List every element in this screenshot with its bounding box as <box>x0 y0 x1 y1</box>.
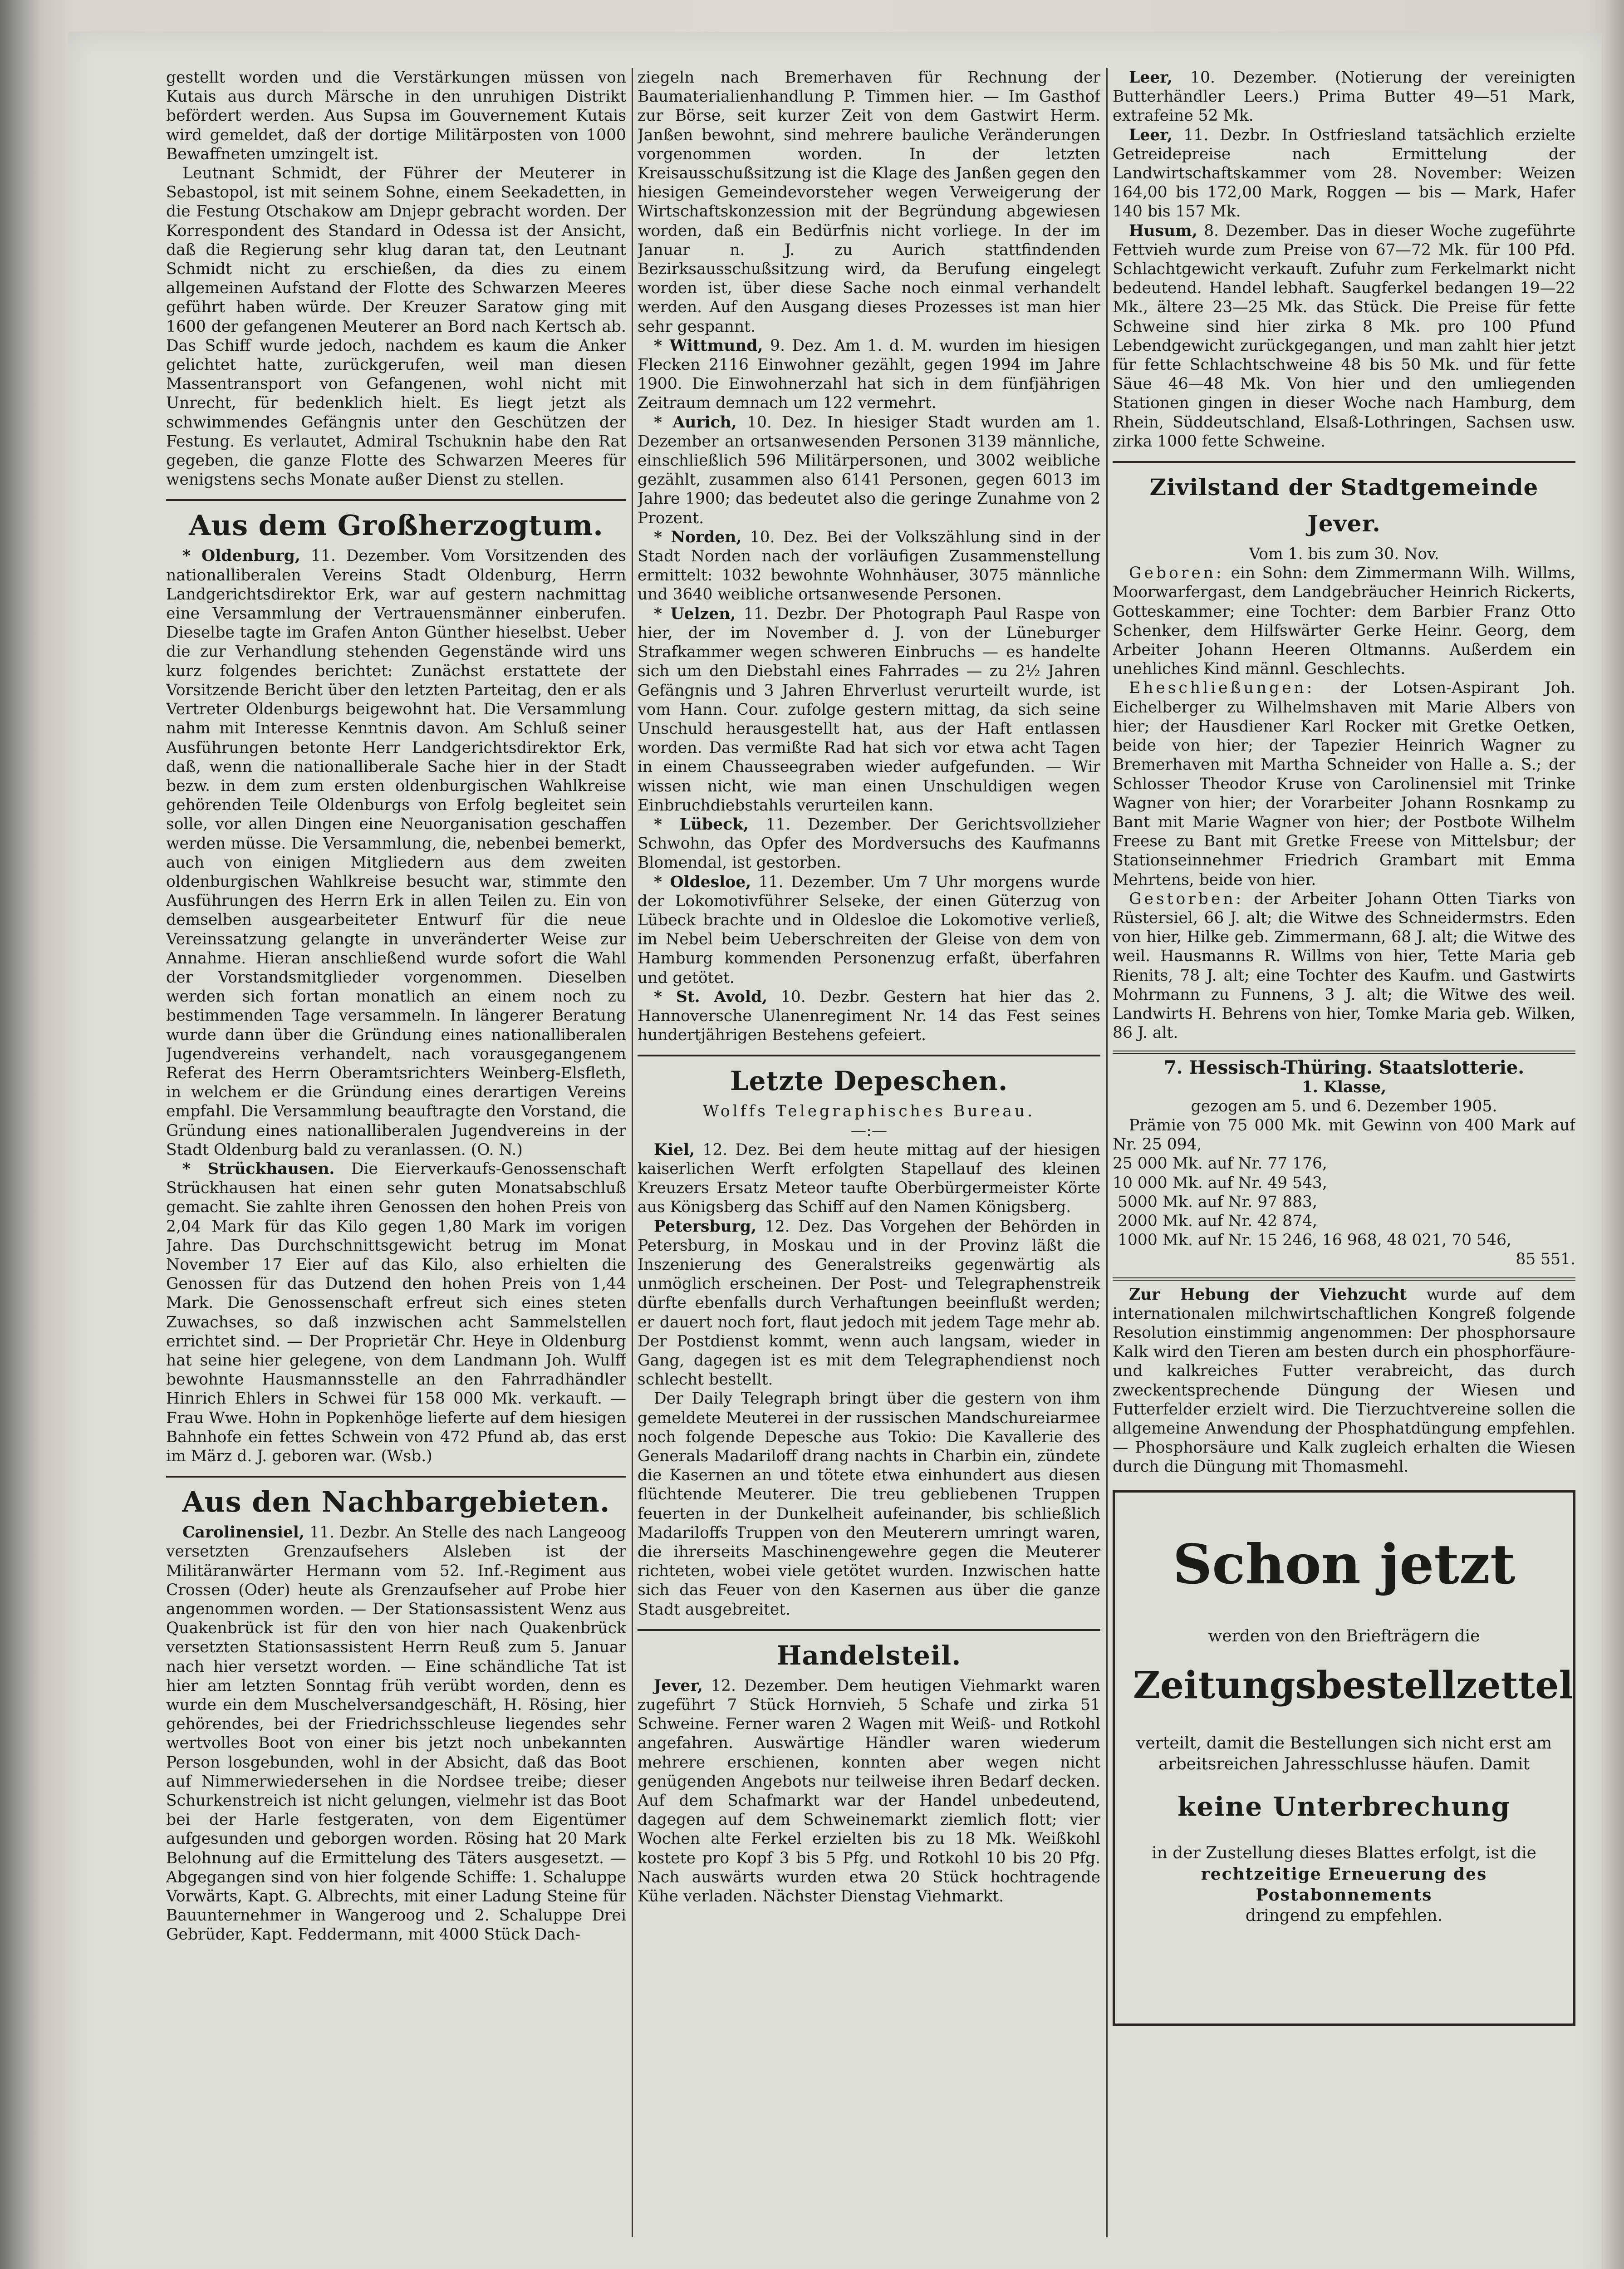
dateline: * Aurich, <box>654 413 737 432</box>
article-text: gestellt worden und die Verstärkungen müssen von Kutais aus durch Märsche in den unruhigen Distrikt befördert werden. Aus Supsa im Gouvernement Kutais wird gemeldet, daß der dortige Militärposten von 1000 Bewaffneten umzingelt ist. <box>166 69 626 163</box>
news-text: 10. Dezbr. Gestern hat hier das 2. Hannoversche Ulanenregiment Nr. 14 das Fest seines hundertjährigen Bestehens gefeiert. <box>638 987 1100 1045</box>
news-item <box>638 604 1100 815</box>
advertisement-box <box>1113 1490 1575 2026</box>
registry-label: Geboren: <box>1129 564 1224 583</box>
dateline: * Norden, <box>654 528 742 546</box>
news-item <box>1113 221 1575 451</box>
lottery-row: 2000 Mk. auf Nr. 42 874, <box>1113 1212 1317 1230</box>
lottery-class: 1. Klasse, <box>1301 1078 1387 1096</box>
news-item <box>166 1523 626 1944</box>
news-text: 11. Dezbr. Der Photograph Paul Raspe von hier, der im November d. J. von der Lüneburger Strafkammer wegen schweren Einbruchs — es handelte sich um den Diebstahl eines Fahrrades — zu 2½ Jahren Gefängnis und 3 Jahren Ehrverlust verurteilt wurde, ist vom Hann. Cour. zufolge gestern mittag, da sich seine Unschuld herausgestellt hat, aus der Haft entlassen worden. Das vermißte Rad hat sich vor etwa acht Tagen in einem Chausseegraben wieder aufgefunden. — Wir wissen nicht, wie man einen Unschuldigen wegen Einbruchdiebstahls verurteilen kann. <box>638 604 1100 815</box>
dateline: Carolinensiel, <box>182 1523 304 1542</box>
dateline: * Oldesloe, <box>654 873 751 891</box>
news-text: 10. Dezember. (Notierung der vereinigten Butterhändler Leers.) Prima Butter 49—51 Mark, extrafeine 52 Mk. <box>1113 69 1575 125</box>
news-item <box>638 1140 1100 1217</box>
registry-text: der Lotsen-Aspirant Joh. Eichelberger zu Wilhelmshaven mit Marie Albers von hier; der Hausdiener Karl Rocker mit Gretke Oetken, beide von hier; der Tapezier Heinrich Wagner zu Bremerhaven mit Martha Schneider von Halle a. S.; der Schlosser Theodor Kruse von Carolinensiel mit Trinke Wagner von hier; der Vorarbeiter Johann Rosnkamp zu Bant mit Marie Wagner von hier; der Postbote Wilhelm Freese zu Bant mit Gretke Freese von Mittelsbur; der Stationseinnehmer Friedrich Grambart mit Emma Mehrtens, beide von hier. <box>1113 679 1575 889</box>
news-text: 8. Dezember. Das in dieser Woche zugeführte Fettvieh wurde zum Preise von 67—72 Mk. für 100 Pfd. Schlachtgewicht verkauft. Zufuhr zum Ferkelmarkt nicht bedeutend. Handel lebhaft. Saugferkel bedangen 19—22 Mk., ältere 23—25 Mk. das Stück. Die Preise für fette Schweine sind hier zirka 8 Mk. pro 100 Pfund Lebendgewicht zurückgegangen, und man zahlt hier jetzt für fette Schlachtschweine 48 bis 50 Mk. und für fette Säue 46—48 Mk. Von hier und den umliegenden Stationen gingen in dieser Woche nach Hamburg, dem Rhein, Süddeutschland, Elsaß-Lothringen, Sachsen usw. zirka 1000 fette Schweine. <box>1113 221 1575 451</box>
section-divider <box>166 499 626 501</box>
dateline: * Lübeck, <box>654 815 749 834</box>
news-item <box>638 413 1100 528</box>
dateline: * Uelzen, <box>654 604 736 623</box>
ad-text: in der Zustellung dieses Blattes erfolgt, ist die <box>1152 1843 1536 1862</box>
news-item <box>638 987 1100 1045</box>
registry-text: der Arbeiter Johann Otten Tiarks von Rüstersiel, 66 J. alt; die Witwe des Schneidermstrs. Eden von hier, Hilke geb. Zimmermann, 68 J. alt; die Witwe des weil. Hausmanns R. Willms von hier, Tette Maria geb Rienits, 78 J. alt; eine Tochter des Kaufm. und Gastwirts Mohrmann zu Funnens, 3 J. alt; die Witwe des weil. Landwirts H. Behrens von hier, Tomke Maria geb. Wilken, 86 J. alt. <box>1113 889 1575 1042</box>
news-item <box>638 1217 1100 1390</box>
news-text: 11. Dezbr. In Ostfriesland tatsächlich erzielte Getreidepreise nach Ermittelung der Landwirtschaftskammer vom 28. November: Weizen 164,00 bis 172,00 Mark, Roggen — bis — Mark, Hafer 140 bis 157 Mk. <box>1113 126 1575 221</box>
news-text: 11. Dezember. Vom Vorsitzenden des nationalliberalen Vereins Stadt Oldenburg, Herrn Landgerichtsdirektor Erk, war auf gestern nachmittag eine Versammlung der Vertrauensmänner einberufen. Dieselbe tagte im Grafen Anton Günther hieselbst. Ueber die zur Verhandlung stehenden Gegenstände wird uns kurz folgendes berichtet: Zunächst erstattete der Vorsitzende Bericht über den letzten Parteitag, den er als Vertreter Oldenburgs beigewohnt hat. Die Versammlung nahm mit Interesse Kenntnis davon. Am Schluß seiner Ausführungen betonte Herr Landgerichtsdirektor Erk, daß, wenn die nationalliberale Sache hier in der Stadt bezw. in dem zum ersten oldenburgischen Wahlkreise gehörenden Teile Oldenburgs von Erfolg begleitet sein solle, vor allen Dingen eine Neuorganisation geschaffen werden müsse. Die Versammlung, die, nebenbei bemerkt, auch von einigen Mitgliedern aus dem zweiten oldenburgischen Wahlkreise besucht war, stimmte den Ausführungen des Herrn Erk in allen Teilen zu. Ein von demselben ausgearbeiteter Entwurf für die neue Vereinssatzung gelangte in unveränderter Weise zur Annahme. Hieran anschließend wurde sofort die Wahl der Vorstandsmitglieder vorgenommen. Dieselben werden sich fortan monatlich an einem noch zu bestimmenden Tage versammeln. In längerer Beratung wurde dann über die Gründung eines nationalliberalen Jugendvereins verhandelt, nach vorausgegangenem Referat des Herrn Oberamtsrichters Weinberg-Elsfleth, in welchem er die Gründung eines derartigen Vereins empfahl. Die Versammlung beauftragte den Vorstand, die Gründung eines nationalliberalen Jugendvereins in der Stadt Oldenburg bald zu veranlassen. (O. N.) <box>166 547 626 1159</box>
news-item <box>638 873 1100 987</box>
news-item <box>638 336 1100 413</box>
lottery-prize: Prämie von 75 000 Mk. mit Gewinn von 400 Mark auf Nr. 25 094, <box>1113 1116 1575 1154</box>
column-rule <box>1106 68 1108 2237</box>
page-edge <box>1603 0 1624 2269</box>
dateline: * St. Avold, <box>654 987 768 1006</box>
news-text: 11. Dezember. Um 7 Uhr morgens wurde der Lokomotivführer Selseke, der einen Güterzug von Lübeck brachte und in Oldesloe die Lokomotive verließ, im Nebel beim Ueberschreiten der Gleise von dem von Hamburg kommenden Personenzug erfaßt, überfahren und getötet. <box>638 873 1100 987</box>
news-item <box>166 546 626 1159</box>
news-text: 11. Dezbr. An Stelle des nach Langeoog versetzten Grenzaufsehers Alsleben ist der Militäranwärter Hermann vom 52. Inf.-Regiment aus Crossen (Oder) heute als Grenzaufseher auf Probe hier angenommen worden. — Der Stationsassistent Wenz aus Quakenbrück ist für den von hier nach Quakenbrück versetzten Stationsassistent Herrn Reuß zum 5. Januar nach hier versetzt worden. — Eine schändliche Tat ist hier am letzten Sonntag früh verübt worden, denn es wurde ein dem Muschelversandgeschäft, H. Rösing, hier gehörendes, bei der Friedrichsschleuse liegendes sehr wertvolles Boot von einer bis jetzt noch unbekannten Person losgebunden, wohl in der Absicht, daß das Boot auf Nimmerwiedersehen in die Nordsee treibe; dieser Schurkenstreich ist nicht gelungen, vielmehr ist das Boot bei der Harle festgeraten, von dem Eigentümer aufgesunden und geborgen worden. Rösing hat 20 Mark Belohnung auf die Ermittelung des Täters ausgesetzt. — Abgegangen sind von hier folgende Schiffe: 1. Schaluppe Vorwärts, Kapt. G. Albrechts, mit einer Ladung Steine für Bauunternehmer in Wangeroog und 2. Schaluppe Drei Gebrüder, Kapt. Feddermann, mit 4000 Stück Dach- <box>166 1523 626 1944</box>
section-divider <box>1113 461 1575 463</box>
dateline: Husum, <box>1129 221 1197 240</box>
section-heading: Zivilstand der Stadtgemeinde Jever. <box>1149 474 1539 537</box>
column-1 <box>166 68 626 2228</box>
article-text: Der Daily Telegraph bringt über die gestern von ihm gemeldete Meuterei in der russischen Mandschureiarmee noch folgende Depesche aus Tokio: Die Kavallerie des Generals Madariloff drang nachts in Charbin ein, zündete die Kasernen an und tötete etwa einhundert aus diesen flüchtende Meuterer. Die treu gebliebenen Truppen feuerten in der Dunkelheit aufeinander, bis schließlich Madariloffs Truppen von den Meuterern umringt waren, die ihrerseits Maschinengewehre gegen die Meuterer richteten, wobei viele getötet wurden. Inzwischen hatte sich das Feuer von den Kasernen aus über die ganze Stadt ausgebreitet. <box>638 1390 1100 1619</box>
ad-title: Zeitungsbestellzettel <box>1133 1663 1573 1707</box>
news-text: wurde auf dem internationalen milchwirtschaftlichen Kongreß folgende Resolution einstimmig angenommen: Der phosphorsaure Kalk wird den Tieren am besten durch ein phosphorfäure- und kalkreiches Futter verabreicht, das durch zweckentsprechende Düngung der Wiesen und Futterfelder erzielt wird. Die Tierzuchtvereine sollen die allgemeine Anwendung der Phosphatdüngung empfehlen. — Phosphorsäure und Kalk zugleich erhalten die Wiesen durch die Düngung mit Thomasmehl. <box>1113 1285 1575 1476</box>
section-divider <box>166 1476 626 1478</box>
section-subheading: Vom 1. bis zum 30. Nov. <box>1249 545 1439 564</box>
news-text: 12. Dez. Das Vorgehen der Behörden in Petersburg, in Moskau und in der Provinz läßt die Inszenierung des Generalstreiks gegenwärtig als unmöglich erscheinen. Der Post- und Telegraphenstreik dürfte ebenfalls durch Verhaftungen beeinflußt werden; er dauert noch fort, flaut jedoch mit jedem Tage mehr ab. Der Postdienst kommt, wenn auch langsam, wieder in Gang, dagegen ist es mit dem Telegraphendienst noch schlecht bestellt. <box>638 1217 1100 1389</box>
news-text: 10. Dez. In hiesiger Stadt wurden am 1. Dezember an ortsanwesenden Personen 3139 männliche, einschließlich 596 Militärpersonen, und 3002 weibliche gezählt, zusammen also 6141 Personen, gegen 6013 im Jahre 1900; das bedeutet also die geringe Zunahme von 2 Prozent. <box>638 413 1100 527</box>
dateline: Petersburg, <box>654 1217 756 1236</box>
news-item <box>638 528 1100 604</box>
dateline: Zur Hebung der Viehzucht <box>1129 1285 1407 1304</box>
dateline: Leer, <box>1129 126 1173 144</box>
section-subheading: Wolffs Telegraphisches Bureau. <box>702 1102 1035 1121</box>
lottery-row: 10 000 Mk. auf Nr. 49 543, <box>1113 1174 1327 1192</box>
news-text: 10. Dez. Bei der Volkszählung sind in der Stadt Norden nach der vorläufigen Zusammenstellung ermittelt: 1032 bewohnte Wohnhäuser, 3075 männliche und 3640 weibliche ortsanwesende Personen. <box>638 528 1100 604</box>
dateline: * Wittmund, <box>654 336 763 355</box>
registry-entry <box>1113 564 1575 678</box>
registry-label: Eheschließungen: <box>1129 679 1315 697</box>
ad-headline: Schon jetzt <box>1173 1532 1516 1596</box>
news-text: 9. Dez. Am 1. d. M. wurden im hiesigen Flecken 2116 Einwohner gezählt, gegen 1994 im Jahre 1900. Die Einwohnerzahl hat sich in dem fünfjährigen Zeitraum demnach um 122 vermehrt. <box>638 336 1100 413</box>
section-heading: Aus dem Großherzogtum. <box>189 509 603 542</box>
ad-text: verteilt, damit die Bestellungen sich nicht erst am arbeitsreichen Jahresschlusse häufen. Damit <box>1136 1734 1552 1773</box>
lottery-row: 85 551. <box>1516 1250 1575 1269</box>
registry-label: Gestorben: <box>1129 889 1244 908</box>
section-divider <box>638 1629 1100 1631</box>
news-item <box>1113 1285 1575 1477</box>
section-heading: Handelsteil. <box>776 1640 962 1671</box>
news-text: Die Eierverkaufs-Genossenschaft Strückhausen hat einen sehr guten Monatsabschluß gemacht. Sie zahlte ihren Genossen den hohen Preis von 2,04 Mark für das Kilo gegen 1,80 Mark im vorigen Jahre. Das Durchschnittsgewicht betrug im Monat November 17 Eier auf das Kilo, also erhielten die Genossen für das Dutzend den hohen Preis von 1,44 Mark. Die Genossenschaft erfreut sich eines steten Zuwachses, so daß inzwischen acht Sammelstellen errichtet sind. — Der Proprietär Chr. Heye in Oldenburg hat seine hier gelegene, von dem Landmann Joh. Wulff bewohnte Hausmannsstelle an den Fahrradhändler Hinrich Ehlers in Schwei für 158 000 Mk. verkauft. — Frau Wwe. Hohn in Popkenhöge lieferte auf dem hiesigen Bahnhofe ein fettes Schwein von 472 Pfund ab, das erst im März d. J. geboren war. (Wsb.) <box>166 1159 626 1466</box>
section-divider <box>638 1055 1100 1056</box>
news-text: 12. Dezember. Dem heutigen Viehmarkt waren zugeführt 7 Stück Hornvieh, 5 Schafe und zirka 51 Schweine. Ferner waren 2 Wagen mit Weiß- und Rotkohl angefahren. Auswärtige Händler waren wiederum mehrere erschienen, konnten aber wegen nicht genügenden Angebots nur teilweise ihren Bedarf decken. Auf dem Schafmarkt war der Handel unbedeutend, dagegen auf dem Schweinemarkt ziemlich flott; vier Wochen alte Ferkel erzielten bis zu 18 Mk. Weißkohl kostete pro Kopf 3 bis 5 Pfg. und Rotkohl 10 bis 20 Pfg. Nach auswärts wurden etwa 20 Stück hochtragende Kühe verladen. Nächster Dienstag Viehmarkt. <box>638 1676 1100 1906</box>
section-heading: Letzte Depeschen. <box>730 1066 1008 1097</box>
section-heading: Aus den Nachbargebieten. <box>182 1485 610 1519</box>
news-item <box>638 1676 1100 1906</box>
registry-entry <box>1113 889 1575 1043</box>
news-item <box>1113 68 1575 126</box>
article-text: ziegeln nach Bremerhaven für Rechnung der Baumaterialienhandlung P. Timmen hier. — Im Gasthof zur Börse, seit kurzer Zeit von dem Gastwirt Herm. Janßen bewohnt, sind mehrere bauliche Veränderungen vorgenommen worden. In der letzten Kreisausschußsitzung ist die Klage des Janßen gegen den hiesigen Gemeindevorsteher wegen Verweigerung der Wirtschaftskonzession mit der Begründung abgewiesen worden, daß ein Bedürfnis nicht vorliege. In der im Januar n. J. zu Aurich stattfindenden Bezirksausschußsitzung wird, da Berufung eingelegt worden ist, über diese Sache noch einmal verhandelt werden. Auf den Ausgang dieses Prozesses ist man hier sehr gespannt. <box>638 69 1100 336</box>
ad-text: werden von den Briefträgern die <box>1208 1626 1480 1645</box>
separator: —:— <box>850 1121 888 1140</box>
news-text: 11. Dezember. Der Gerichtsvollzieher Schwohn, das Opfer des Mordversuchs des Kaufmanns Blomendal, ist gestorben. <box>638 815 1100 872</box>
ad-text: dringend zu empfehlen. <box>1245 1906 1443 1925</box>
ad-emphasis: keine Unterbrechung <box>1178 1791 1511 1822</box>
news-text: 12. Dez. Bei dem heute mittag auf der hiesigen kaiserlichen Werft erfolgten Stapellauf des kleinen Kreuzers Ersatz Meteor taufte Oberbürgermeister Körte aus Königsberg das Schiff auf den Namen Königsberg. <box>638 1140 1100 1217</box>
section-divider <box>1113 1277 1575 1281</box>
section-divider <box>1113 1051 1575 1054</box>
dateline: * Strückhausen. <box>182 1159 335 1178</box>
lottery-date: gezogen am 5. und 6. Dezember 1905. <box>1191 1097 1497 1115</box>
lottery-row: 5000 Mk. auf Nr. 97 883, <box>1113 1193 1317 1211</box>
column-rule <box>632 68 633 2237</box>
lottery-row: 25 000 Mk. auf Nr. 77 176, <box>1113 1154 1327 1173</box>
article-text: Leutnant Schmidt, der Führer der Meuterer in Sebastopol, ist mit seinem Sohne, einem Seekadetten, in die Festung Otschakow am Dnjepr gebracht worden. Der Korrespondent des Standard in Odessa ist der Ansicht, daß die Regierung sehr klug daran tat, den Leutnant Schmidt nicht zu erschießen, da dies zu einem allgemeinen Aufstand der Flotte des Schwarzen Meeres geführt haben würde. Der Kreuzer Saratow ging mit 1600 der gefangenen Meuterer an Bord nach Kertsch ab. Das Schiff wurde jedoch, nachdem es kaum die Anker gelichtet hatte, zurückgerufen, weil man diesen Massentransport von Gefangenen, wohl nicht mit Unrecht, für bedenklich hielt. Es liegt jetzt als schwimmendes Gefängnis unter den Geschützen der Festung. Es verlautet, Admiral Tschuknin habe den Rat gegeben, die ganze Flotte des Schwarzen Meeres für wenigstens sechs Monate außer Dienst zu stellen. <box>166 164 626 489</box>
lottery-row: 1000 Mk. auf Nr. 15 246, 16 968, 48 021, 70 546, <box>1113 1231 1511 1250</box>
column-3 <box>1113 68 1575 2228</box>
news-item <box>166 1159 626 1466</box>
news-item <box>638 815 1100 873</box>
column-2 <box>638 68 1100 2228</box>
news-item <box>1113 126 1575 221</box>
registry-text: ein Sohn: dem Zimmermann Wilh. Willms, Moorwarfergast, dem Landgebräucher Heinrich Rickerts, Gotteskammer; eine Tochter: dem Barbier Franz Otto Schenker, dem Hilfswärter Gerke Heinr. Georg, dem Arbeiter Johann Heeren Oltmanns. Außerdem ein unehliches Kind männl. Geschlechts. <box>1113 564 1575 678</box>
ad-emphasis-text: rechtzeitige Erneuerung des Postabonnements <box>1201 1864 1487 1905</box>
dateline: Leer, <box>1129 69 1173 87</box>
registry-entry <box>1113 678 1575 889</box>
lottery-heading: 7. Hessisch-Thüring. Staatslotterie. <box>1163 1057 1525 1079</box>
dateline: * Oldenburg, <box>182 547 300 565</box>
dateline: Kiel, <box>654 1140 695 1159</box>
dateline: Jever, <box>654 1676 703 1695</box>
